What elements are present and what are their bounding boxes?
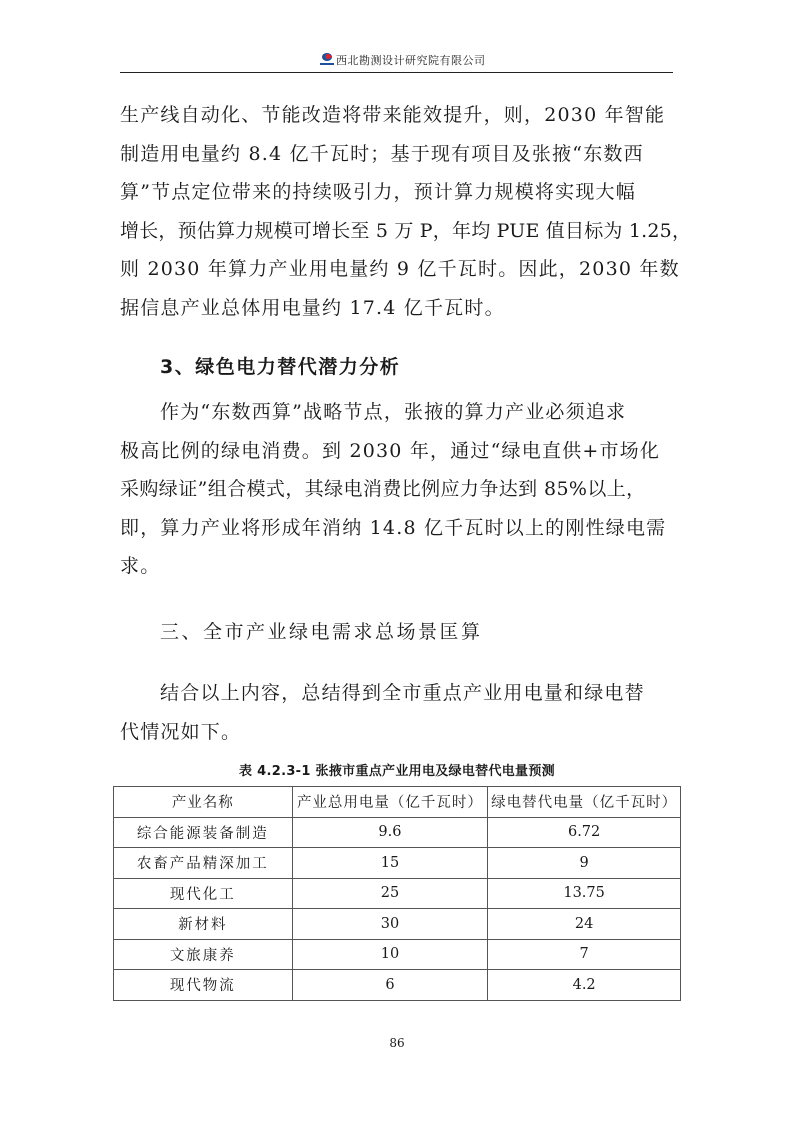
- paragraph-3: [120, 674, 675, 751]
- cell-total: 9.6: [292, 817, 488, 848]
- paragraph-line: 则 2030 年算力产业用电量约 9 亿千瓦时。因此，2030 年数: [120, 258, 680, 280]
- header-branding: [320, 52, 486, 68]
- company-name: 西北勘测设计研究院有限公司: [336, 54, 486, 67]
- paragraph-line: 生产线自动化、节能改造将带来能效提升，则，2030 年智能: [120, 104, 666, 126]
- table-row: [114, 848, 681, 879]
- table-row: [114, 878, 681, 909]
- cell-total: 15: [292, 848, 488, 879]
- paragraph-line: 作为“东数西算”战略节点，张掖的算力产业必须追求: [160, 401, 627, 423]
- paragraph-line: 结合以上内容，总结得到全市重点产业用电量和绿电替: [160, 682, 645, 704]
- table-row: [114, 909, 681, 940]
- paragraph-line: 制造用电量约 8.4 亿千瓦时；基于现有项目及张掖“东数西: [120, 142, 644, 165]
- paragraph-line: 代情况如下。: [120, 720, 242, 743]
- company-logo-icon: [320, 53, 334, 67]
- cell-green: 4.2: [488, 970, 681, 1001]
- paragraph-line: 即，算力产业将形成年消纳 14.8 亿千瓦时以上的刚性绿电需: [120, 516, 667, 539]
- paragraph-line: 采购绿证”组合模式，其绿电消费比例应力争达到 85%以上，: [120, 478, 646, 500]
- cell-industry: 文旅康养: [114, 939, 293, 970]
- paragraph-line: 增长，预估算力规模可增长至 5 万 P，年均 PUE 值目标为 1.25，: [120, 219, 692, 242]
- cell-industry: 农畜产品精深加工: [114, 848, 293, 879]
- forecast-table: [113, 786, 681, 1001]
- cell-total: 30: [292, 909, 488, 940]
- table-row: [114, 817, 681, 848]
- paragraph-line: 求。: [120, 555, 161, 577]
- paragraph-2: [120, 393, 675, 586]
- paragraph-line: 极高比例的绿电消费。到 2030 年，通过“绿电直供+市场化: [120, 439, 661, 462]
- cell-industry: 现代物流: [114, 970, 293, 1001]
- cell-green: 9: [488, 848, 681, 879]
- table-row: [114, 939, 681, 970]
- cell-industry: 综合能源装备制造: [114, 817, 293, 848]
- paragraph-1: [120, 96, 692, 327]
- header-green-substitution: 绿电替代电量（亿千瓦时）: [488, 787, 681, 818]
- cell-total: 6: [292, 970, 488, 1001]
- cell-total: 10: [292, 939, 488, 970]
- header-total-consumption: 产业总用电量（亿千瓦时）: [292, 787, 488, 818]
- table-row: [114, 970, 681, 1001]
- cell-green: 24: [488, 909, 681, 940]
- section-heading-green-power: 3、绿色电力替代潜力分析: [160, 356, 401, 378]
- page-number: 86: [389, 1036, 405, 1050]
- table-caption: 表 4.2.3-1 张掖市重点产业用电及绿电替代电量预测: [239, 764, 555, 779]
- cell-green: 13.75: [488, 878, 681, 909]
- cell-green: 6.72: [488, 817, 681, 848]
- cell-green: 7: [488, 939, 681, 970]
- table-header-row: [114, 787, 681, 818]
- header-industry-name: 产业名称: [114, 787, 293, 818]
- paragraph-line: 算”节点定位带来的持续吸引力，预计算力规模将实现大幅: [120, 181, 636, 203]
- cell-industry: 现代化工: [114, 878, 293, 909]
- chapter-heading-citywide: 三、全市产业绿电需求总场景匡算: [160, 621, 483, 643]
- paragraph-line: 据信息产业总体用电量约 17.4 亿千瓦时。: [120, 296, 505, 319]
- cell-total: 25: [292, 878, 488, 909]
- page-header: [120, 50, 673, 73]
- cell-industry: 新材料: [114, 909, 293, 940]
